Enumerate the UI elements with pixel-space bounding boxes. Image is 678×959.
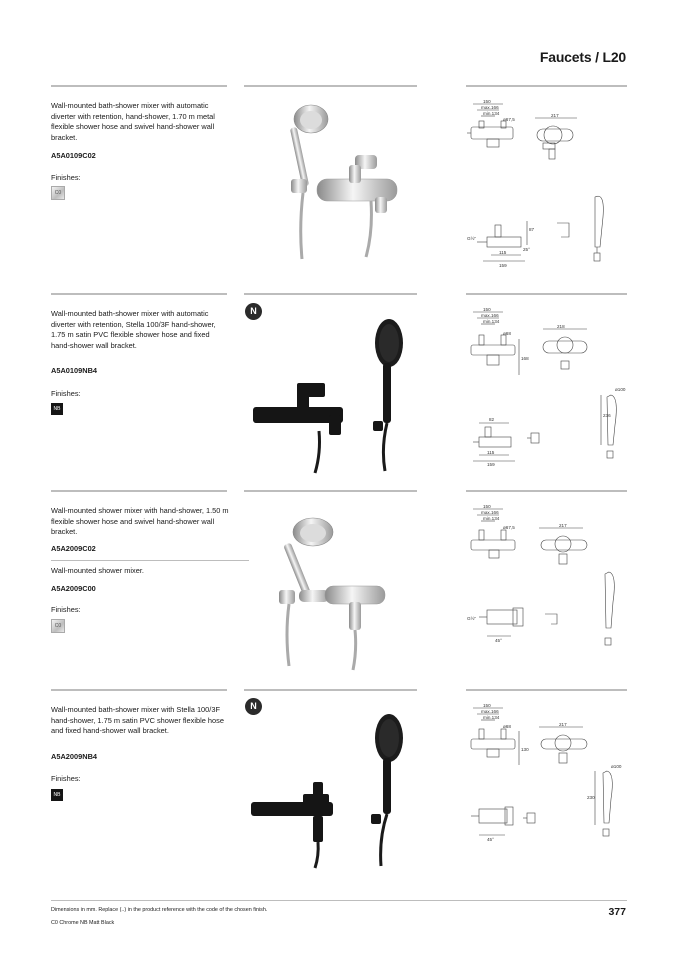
product-description: Wall-mounted shower mixer with hand-shower, 1.50 m flexible shower hose and swivel hand-shower wall bracket. bbox=[51, 506, 229, 537]
finishes-label: Finishes: bbox=[51, 389, 81, 398]
svg-text:218: 218 bbox=[557, 324, 565, 329]
finishes-label: Finishes: bbox=[51, 605, 81, 614]
product-code-secondary: A5A2009C00 bbox=[51, 584, 96, 593]
page-title: Faucets / L20 bbox=[539, 49, 626, 65]
product-section-2 bbox=[51, 293, 627, 488]
svg-text:max.166: max.166 bbox=[481, 313, 499, 318]
svg-text:max.166: max.166 bbox=[481, 510, 499, 515]
product-section-4 bbox=[51, 689, 627, 889]
product-photo bbox=[245, 97, 417, 267]
finish-legend: C0 Chrome NB Matt Black bbox=[51, 920, 115, 926]
section-divider bbox=[466, 490, 627, 492]
svg-text:min.134: min.134 bbox=[483, 111, 500, 116]
new-badge: N bbox=[245, 303, 262, 320]
svg-text:82: 82 bbox=[489, 417, 495, 422]
technical-drawing bbox=[465, 502, 627, 672]
svg-text:max.166: max.166 bbox=[481, 709, 499, 714]
svg-text:ø68: ø68 bbox=[503, 724, 511, 729]
svg-text:150: 150 bbox=[483, 703, 491, 708]
svg-text:150: 150 bbox=[483, 307, 491, 312]
svg-text:45°: 45° bbox=[487, 837, 494, 842]
section-divider bbox=[244, 490, 417, 492]
svg-text:ø100: ø100 bbox=[611, 764, 622, 769]
product-description: Wall-mounted bath-shower mixer with automatic diverter with retention, Stella 100/3F hand-shower, 1.75 m satin PVC flexible shower hose and fixed hand-shower wall bracket. bbox=[51, 309, 216, 350]
svg-text:min.134: min.134 bbox=[483, 319, 500, 324]
svg-text:130: 130 bbox=[521, 747, 529, 752]
new-badge: N bbox=[245, 698, 262, 715]
product-description: Wall-mounted bath-shower mixer with automatic diverter with retention, hand-shower, 1.70 m metal flexible shower hose and swivel hand-shower wall bracket. bbox=[51, 101, 215, 142]
svg-text:ø68: ø68 bbox=[503, 331, 511, 336]
product-code: A5A0109NB4 bbox=[51, 366, 98, 375]
product-code: A5A2009C02 bbox=[51, 544, 96, 553]
technical-drawing bbox=[465, 305, 627, 480]
section-divider bbox=[51, 490, 227, 492]
finish-swatch-matt-black: NB bbox=[51, 789, 63, 801]
section-divider bbox=[244, 689, 417, 691]
finish-swatch-chrome: C0 bbox=[51, 619, 65, 633]
svg-text:159: 159 bbox=[499, 263, 507, 268]
technical-drawing bbox=[465, 97, 627, 277]
svg-text:25°: 25° bbox=[523, 247, 530, 252]
svg-text:150: 150 bbox=[483, 99, 491, 104]
svg-text:150: 150 bbox=[483, 504, 491, 509]
svg-text:G½": G½" bbox=[467, 236, 477, 241]
svg-text:115: 115 bbox=[487, 450, 495, 455]
svg-text:G½": G½" bbox=[467, 616, 477, 621]
finishes-label: Finishes: bbox=[51, 774, 81, 783]
svg-text:217: 217 bbox=[551, 113, 559, 118]
technical-drawing bbox=[465, 701, 627, 876]
svg-text:ø67,5: ø67,5 bbox=[503, 525, 515, 530]
product-section-1 bbox=[51, 85, 627, 285]
svg-text:ø67,5: ø67,5 bbox=[503, 117, 515, 122]
svg-text:217: 217 bbox=[559, 523, 567, 528]
section-divider bbox=[244, 293, 417, 295]
finish-swatch-chrome: C0 bbox=[51, 186, 65, 200]
svg-text:236: 236 bbox=[603, 413, 611, 418]
product-section-3 bbox=[51, 490, 627, 685]
svg-text:min.134: min.134 bbox=[483, 715, 500, 720]
product-divider bbox=[51, 560, 249, 561]
section-divider bbox=[466, 689, 627, 691]
svg-text:min.134: min.134 bbox=[483, 516, 500, 521]
product-description: Wall-mounted bath-shower mixer with Stella 100/3F hand-shower, 1.75 m satin PVC shower flexible hose and fixed hand-shower wall bracket. bbox=[51, 705, 224, 736]
svg-text:45°: 45° bbox=[495, 638, 502, 643]
product-photo bbox=[245, 504, 417, 674]
svg-text:168: 168 bbox=[521, 356, 529, 361]
section-divider bbox=[51, 293, 227, 295]
section-divider bbox=[51, 85, 227, 87]
svg-text:159: 159 bbox=[487, 462, 495, 467]
svg-text:115: 115 bbox=[499, 250, 507, 255]
svg-text:87: 87 bbox=[529, 227, 535, 232]
footer-divider bbox=[51, 900, 627, 901]
page-number: 377 bbox=[608, 906, 626, 918]
footer-note: Dimensions in mm. Replace (..) in the product reference with the code of the chosen finish. bbox=[51, 907, 268, 913]
svg-text:max.166: max.166 bbox=[481, 105, 499, 110]
product-photo bbox=[245, 698, 417, 870]
product-photo bbox=[245, 303, 417, 475]
section-divider bbox=[244, 85, 417, 87]
svg-text:230: 230 bbox=[587, 795, 595, 800]
section-divider bbox=[51, 689, 227, 691]
product-code: A5A2009NB4 bbox=[51, 752, 98, 761]
section-divider bbox=[466, 293, 627, 295]
svg-text:ø100: ø100 bbox=[615, 387, 626, 392]
section-divider bbox=[466, 85, 627, 87]
product-code: A5A0109C02 bbox=[51, 151, 96, 160]
finish-swatch-matt-black: NB bbox=[51, 403, 63, 415]
svg-text:217: 217 bbox=[559, 722, 567, 727]
product-description-secondary: Wall-mounted shower mixer. bbox=[51, 566, 144, 575]
finishes-label: Finishes: bbox=[51, 173, 81, 182]
